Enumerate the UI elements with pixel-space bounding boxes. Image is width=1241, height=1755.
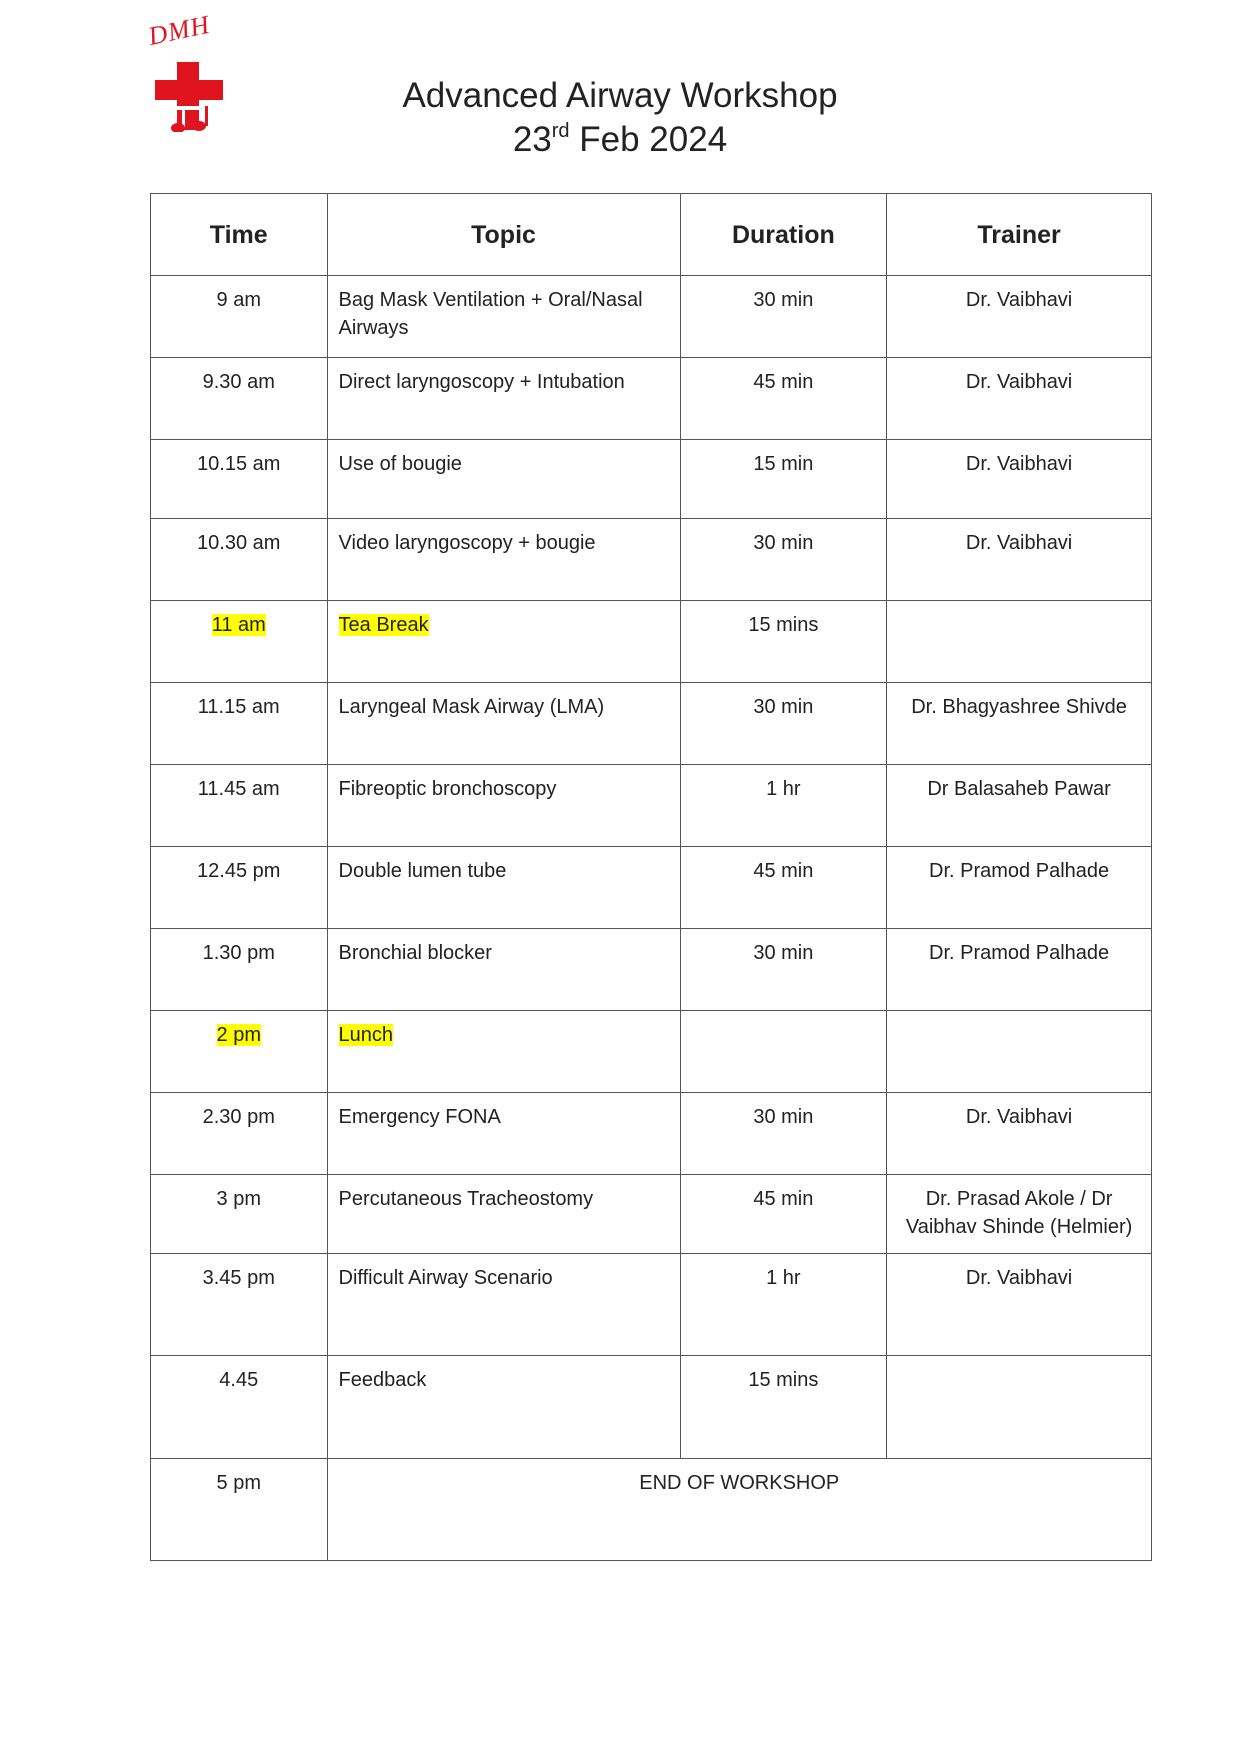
trainer-cell: Dr. Pramod Palhade bbox=[887, 929, 1152, 1011]
time-cell bbox=[151, 1356, 328, 1459]
schedule-table bbox=[150, 193, 1152, 1561]
topic-text: Bag Mask Ventilation + Oral/Nasal Airways bbox=[338, 289, 643, 339]
trainer-cell: Dr Balasaheb Pawar bbox=[887, 765, 1152, 847]
time-cell bbox=[151, 1175, 328, 1254]
dmh-logo bbox=[145, 9, 250, 132]
topic-cell bbox=[327, 683, 680, 765]
table-row bbox=[151, 601, 1152, 683]
topic-text: Difficult Airway Scenario bbox=[338, 1267, 553, 1289]
topic-cell bbox=[327, 1356, 680, 1459]
table-row bbox=[151, 1254, 1152, 1356]
table-row bbox=[151, 519, 1152, 601]
column-header-topic: Topic bbox=[327, 194, 680, 276]
time-cell bbox=[151, 847, 328, 929]
topic-text: Video laryngoscopy + bougie bbox=[338, 532, 596, 554]
duration-cell: 45 min bbox=[680, 358, 887, 440]
time-text: 4.45 bbox=[219, 1369, 259, 1391]
topic-text: Direct laryngoscopy + Intubation bbox=[338, 371, 625, 393]
time-text: 3 pm bbox=[216, 1188, 261, 1210]
time-cell bbox=[151, 683, 328, 765]
topic-cell bbox=[327, 601, 680, 683]
date-suffix: rd bbox=[551, 120, 570, 142]
trainer-cell: Dr. Bhagyashree Shivde bbox=[887, 683, 1152, 765]
time-cell bbox=[151, 440, 328, 519]
duration-cell bbox=[680, 1011, 887, 1093]
date-day: 23 bbox=[512, 120, 552, 159]
table-row bbox=[151, 1175, 1152, 1254]
time-cell bbox=[151, 929, 328, 1011]
duration-cell: 45 min bbox=[680, 1175, 887, 1254]
time-text: 10.30 am bbox=[197, 532, 281, 554]
table-row bbox=[151, 929, 1152, 1011]
table-row bbox=[151, 1011, 1152, 1093]
topic-text: Lunch bbox=[338, 1024, 394, 1046]
time-text: 12.45 pm bbox=[197, 860, 281, 882]
end-row bbox=[151, 1459, 1152, 1561]
topic-cell bbox=[327, 929, 680, 1011]
trainer-cell: Dr. Vaibhavi bbox=[887, 1093, 1152, 1175]
duration-cell: 1 hr bbox=[680, 1254, 887, 1356]
time-cell bbox=[151, 601, 328, 683]
duration-cell: 30 min bbox=[680, 1093, 887, 1175]
time-text: 9.30 am bbox=[202, 371, 275, 393]
column-header-time: Time bbox=[151, 194, 328, 276]
time-cell bbox=[151, 276, 328, 358]
time-text: 2 pm bbox=[216, 1024, 261, 1046]
topic-cell bbox=[327, 1175, 680, 1254]
time-text: 11.15 am bbox=[197, 696, 280, 718]
duration-cell: 30 min bbox=[680, 929, 887, 1011]
duration-cell: 45 min bbox=[680, 847, 887, 929]
trainer-cell: Dr. Pramod Palhade bbox=[887, 847, 1152, 929]
table-header-row bbox=[151, 194, 1152, 276]
time-cell: 5 pm bbox=[151, 1459, 328, 1561]
date-rest: Feb 2024 bbox=[569, 120, 728, 159]
trainer-cell: Dr. Prasad Akole / Dr Vaibhav Shinde (Helmier) bbox=[887, 1175, 1152, 1254]
column-header-trainer: Trainer bbox=[887, 194, 1152, 276]
title-block bbox=[350, 74, 890, 162]
table-row bbox=[151, 1356, 1152, 1459]
topic-text: Use of bougie bbox=[338, 453, 462, 475]
topic-text: Tea Break bbox=[338, 614, 429, 636]
topic-cell bbox=[327, 1093, 680, 1175]
table-row bbox=[151, 1093, 1152, 1175]
table-row bbox=[151, 765, 1152, 847]
topic-text: Bronchial blocker bbox=[338, 942, 492, 964]
trainer-cell: Dr. Vaibhavi bbox=[887, 276, 1152, 358]
time-cell bbox=[151, 1011, 328, 1093]
topic-text: Percutaneous Tracheostomy bbox=[338, 1188, 594, 1210]
time-cell bbox=[151, 519, 328, 601]
topic-cell bbox=[327, 847, 680, 929]
topic-cell bbox=[327, 1254, 680, 1356]
table-row bbox=[151, 847, 1152, 929]
time-cell bbox=[151, 1254, 328, 1356]
page-title: Advanced Airway Workshop bbox=[402, 76, 838, 115]
red-cross-music-note-icon bbox=[150, 22, 250, 132]
workshop-date bbox=[350, 118, 890, 162]
duration-cell: 30 min bbox=[680, 519, 887, 601]
time-cell bbox=[151, 765, 328, 847]
trainer-cell bbox=[887, 1356, 1152, 1459]
table-row bbox=[151, 440, 1152, 519]
table-row bbox=[151, 276, 1152, 358]
end-of-workshop-cell: END OF WORKSHOP bbox=[327, 1459, 1151, 1561]
duration-cell: 15 min bbox=[680, 440, 887, 519]
column-header-duration: Duration bbox=[680, 194, 887, 276]
time-cell bbox=[151, 358, 328, 440]
topic-cell bbox=[327, 440, 680, 519]
topic-text: Feedback bbox=[338, 1369, 427, 1391]
trainer-cell: Dr. Vaibhavi bbox=[887, 519, 1152, 601]
topic-text: Laryngeal Mask Airway (LMA) bbox=[338, 696, 605, 718]
topic-cell bbox=[327, 765, 680, 847]
duration-cell: 30 min bbox=[680, 276, 887, 358]
duration-cell: 15 mins bbox=[680, 1356, 887, 1459]
trainer-cell: Dr. Vaibhavi bbox=[887, 358, 1152, 440]
topic-cell bbox=[327, 519, 680, 601]
topic-text: Emergency FONA bbox=[338, 1106, 501, 1128]
topic-cell bbox=[327, 1011, 680, 1093]
time-text: 10.15 am bbox=[197, 453, 281, 475]
trainer-cell bbox=[887, 601, 1152, 683]
duration-cell: 30 min bbox=[680, 683, 887, 765]
topic-cell bbox=[327, 358, 680, 440]
trainer-cell: Dr. Vaibhavi bbox=[887, 1254, 1152, 1356]
topic-text: Fibreoptic bronchoscopy bbox=[338, 778, 557, 800]
topic-cell bbox=[327, 276, 680, 358]
time-cell bbox=[151, 1093, 328, 1175]
time-text: 11 am bbox=[211, 614, 266, 636]
time-text: 3.45 pm bbox=[202, 1267, 275, 1289]
duration-cell: 15 mins bbox=[680, 601, 887, 683]
time-text: 9 am bbox=[216, 289, 261, 311]
trainer-cell: Dr. Vaibhavi bbox=[887, 440, 1152, 519]
logo-text: DMH bbox=[145, 9, 213, 52]
table-row bbox=[151, 358, 1152, 440]
time-text: 1.30 pm bbox=[202, 942, 275, 964]
topic-text: Double lumen tube bbox=[338, 860, 507, 882]
time-text: 11.45 am bbox=[197, 778, 280, 800]
table-row bbox=[151, 683, 1152, 765]
time-text: 2.30 pm bbox=[202, 1106, 275, 1128]
trainer-cell bbox=[887, 1011, 1152, 1093]
duration-cell: 1 hr bbox=[680, 765, 887, 847]
